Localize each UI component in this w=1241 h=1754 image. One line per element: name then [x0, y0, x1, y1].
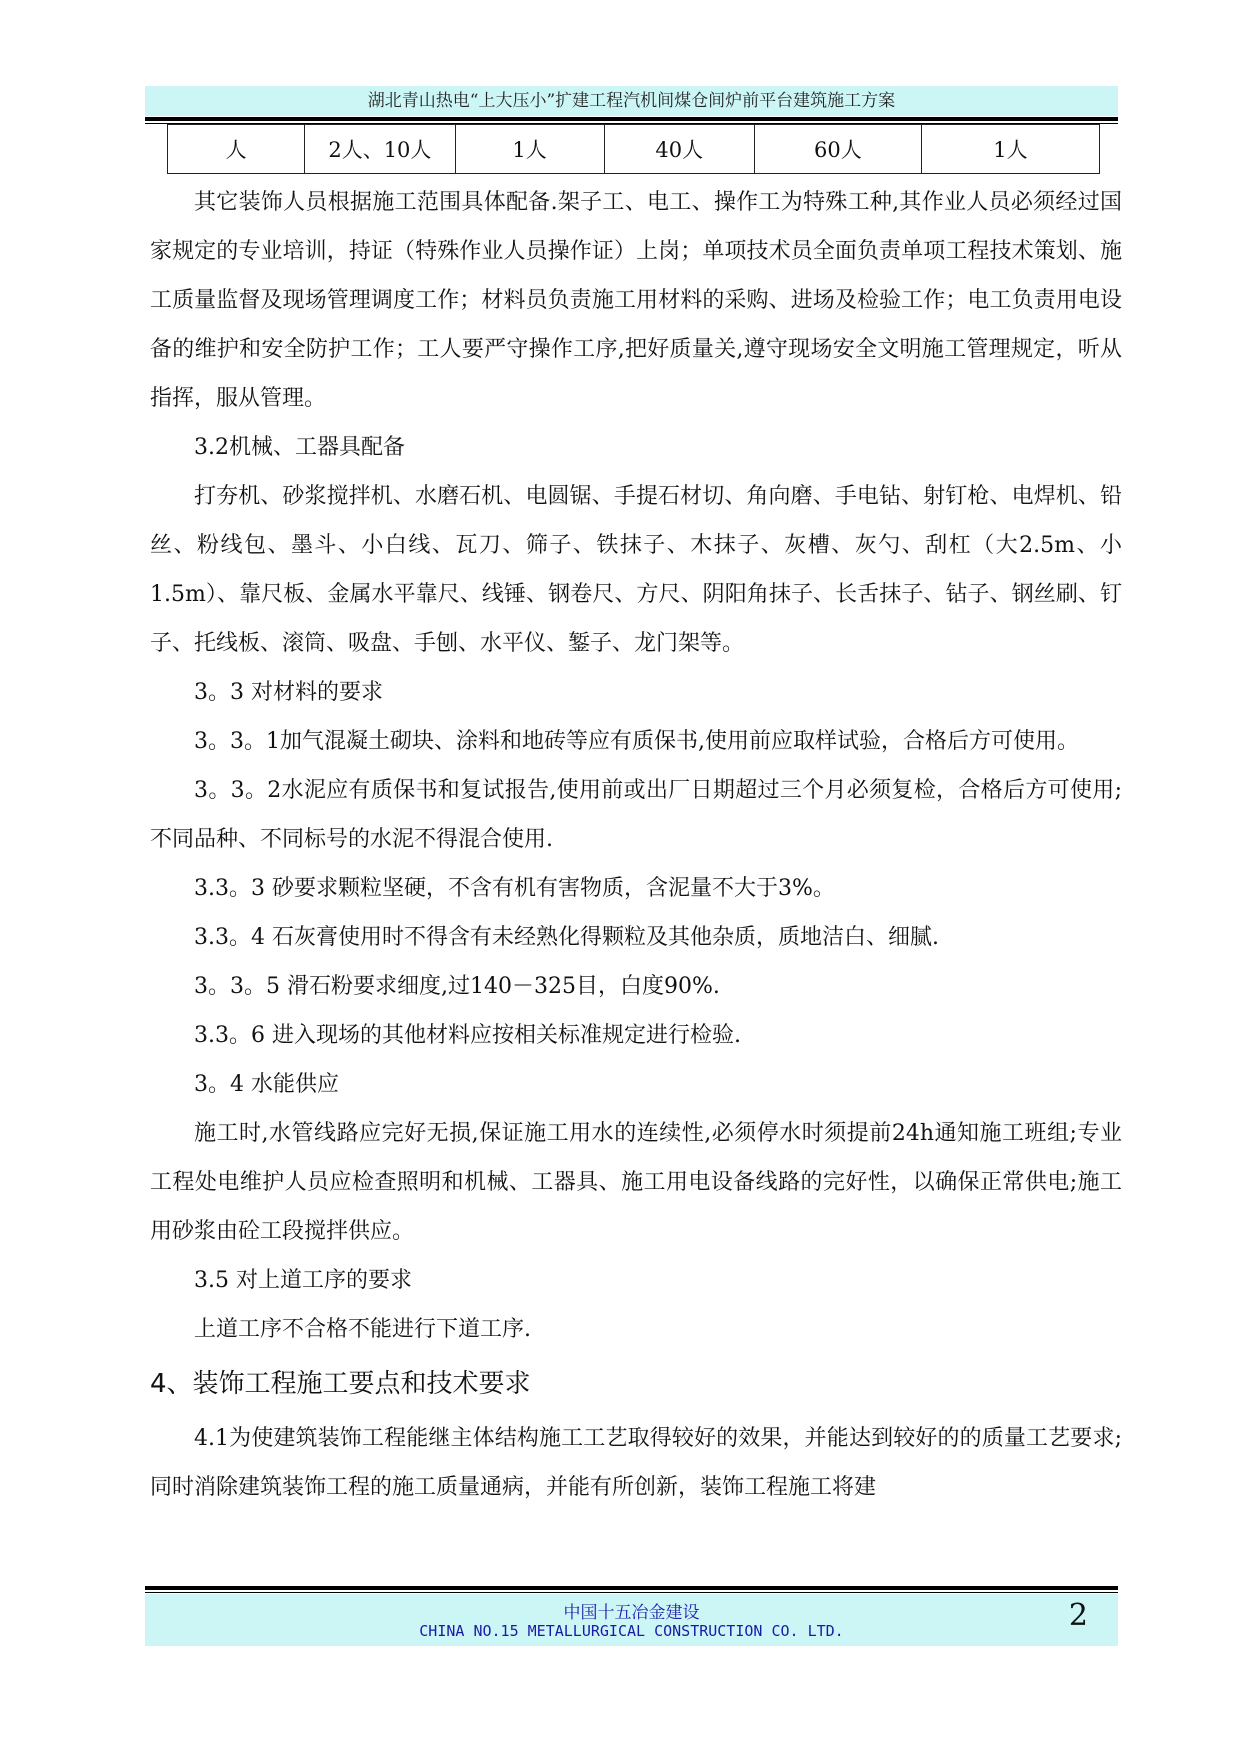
table-cell: 1人 — [921, 125, 1099, 174]
footer-rule-thin — [145, 1592, 1118, 1593]
staff-table — [167, 124, 1100, 174]
heading-3-3: 3。3 对材料的要求 — [194, 680, 383, 705]
paragraph-3-3-4: 3.3。4 石灰膏使用时不得含有未经熟化得颗粒及其他杂质，质地洁白、细腻. — [194, 925, 939, 950]
table-cell: 2人、10人 — [305, 125, 455, 174]
table-cell: 1人 — [455, 125, 604, 174]
paragraph-water-power: 施工时,水管线路应完好无损,保证施工用水的连续性,必须停水时须提前24h通知施工班组;专业工程处电维护人员应检查照明和机械、工器具、施工用电设备线路的完好性，以确保正常供电;施工用砂浆由砼工段搅拌供应。 — [150, 1121, 1122, 1244]
page-footer — [145, 1594, 1118, 1646]
table-cell: 60人 — [754, 125, 921, 174]
paragraph-tools: 打夯机、砂浆搅拌机、水磨石机、电圆锯、手提石材切、角向磨、手电钻、射钉枪、电焊机、铅丝、粉线包、墨斗、小白线、瓦刀、筛子、铁抹子、木抹子、灰槽、灰勺、刮杠（大2.5m、小1.5m）、靠尺板、金属水平靠尺、线锤、钢卷尺、方尺、阴阳角抹子、长舌抹子、钻子、钢丝刷、钉子、托线板、滚筒、吸盘、手刨、水平仪、錾子、龙门架等。 — [150, 484, 1122, 656]
document-body — [150, 178, 1122, 1512]
paragraph-previous-process: 上道工序不合格不能进行下道工序. — [194, 1317, 531, 1342]
heading-3-4: 3。4 水能供应 — [194, 1072, 339, 1097]
page-number: 2 — [1068, 1598, 1088, 1633]
section-title: 4、装饰工程施工要点和技术要求 — [150, 1369, 531, 1399]
table-cell: 40人 — [604, 125, 754, 174]
paragraph-3-3-1: 3。3。1加气混凝土砌块、涂料和地砖等应有质保书,使用前应取样试验，合格后方可使用。 — [194, 729, 1079, 754]
paragraph-3-3-6: 3.3。6 进入现场的其他材料应按相关标准规定进行检验. — [194, 1023, 741, 1048]
paragraph-4-1: 4.1为使建筑装饰工程能继主体结构施工工艺取得较好的效果，并能达到较好的的质量工艺要求;同时消除建筑装饰工程的施工质量通病，并能有所创新，装饰工程施工将建 — [150, 1426, 1122, 1500]
heading-3-2: 3.2机械、工器具配备 — [194, 435, 405, 460]
header-title: 湖北青山热电“上大压小”扩建工程汽机间煤仓间炉前平台建筑施工方案 — [367, 91, 896, 111]
paragraph-staffing: 其它装饰人员根据施工范围具体配备.架子工、电工、操作工为特殊工种,其作业人员必须经过国家规定的专业培训，持证（特殊作业人员操作证）上岗；单项技术员全面负责单项工程技术策划、施工质量监督及现场管理调度工作；材料员负责施工用材料的采购、进场及检验工作；电工负责用电设备的维护和安全防护工作；工人要严守操作工序,把好质量关,遵守现场安全文明施工管理规定，听从指挥，服从管理。 — [150, 190, 1122, 411]
company-name-en: CHINA NO.15 METALLURGICAL CONSTRUCTION CO. LTD. — [419, 1622, 844, 1640]
table-cell: 人 — [168, 125, 305, 174]
paragraph-3-3-2: 3。3。2水泥应有质保书和复试报告,使用前或出厂日期超过三个月必须复检，合格后方可使用;不同品种、不同标号的水泥不得混合使用. — [150, 778, 1122, 852]
heading-3-5: 3.5 对上道工序的要求 — [194, 1268, 412, 1293]
paragraph-3-3-3: 3.3。3 砂要求颗粒坚硬，不含有机有害物质，含泥量不大于3%。 — [194, 876, 835, 901]
table-row — [168, 125, 1100, 174]
company-name-cn: 中国十五冶金建设 — [563, 1603, 700, 1623]
footer-rule — [145, 1586, 1118, 1590]
header-rule — [145, 117, 1118, 121]
page-header — [145, 86, 1118, 116]
paragraph-3-3-5: 3。3。5 滑石粉要求细度,过140－325目，白度90%. — [194, 974, 720, 999]
